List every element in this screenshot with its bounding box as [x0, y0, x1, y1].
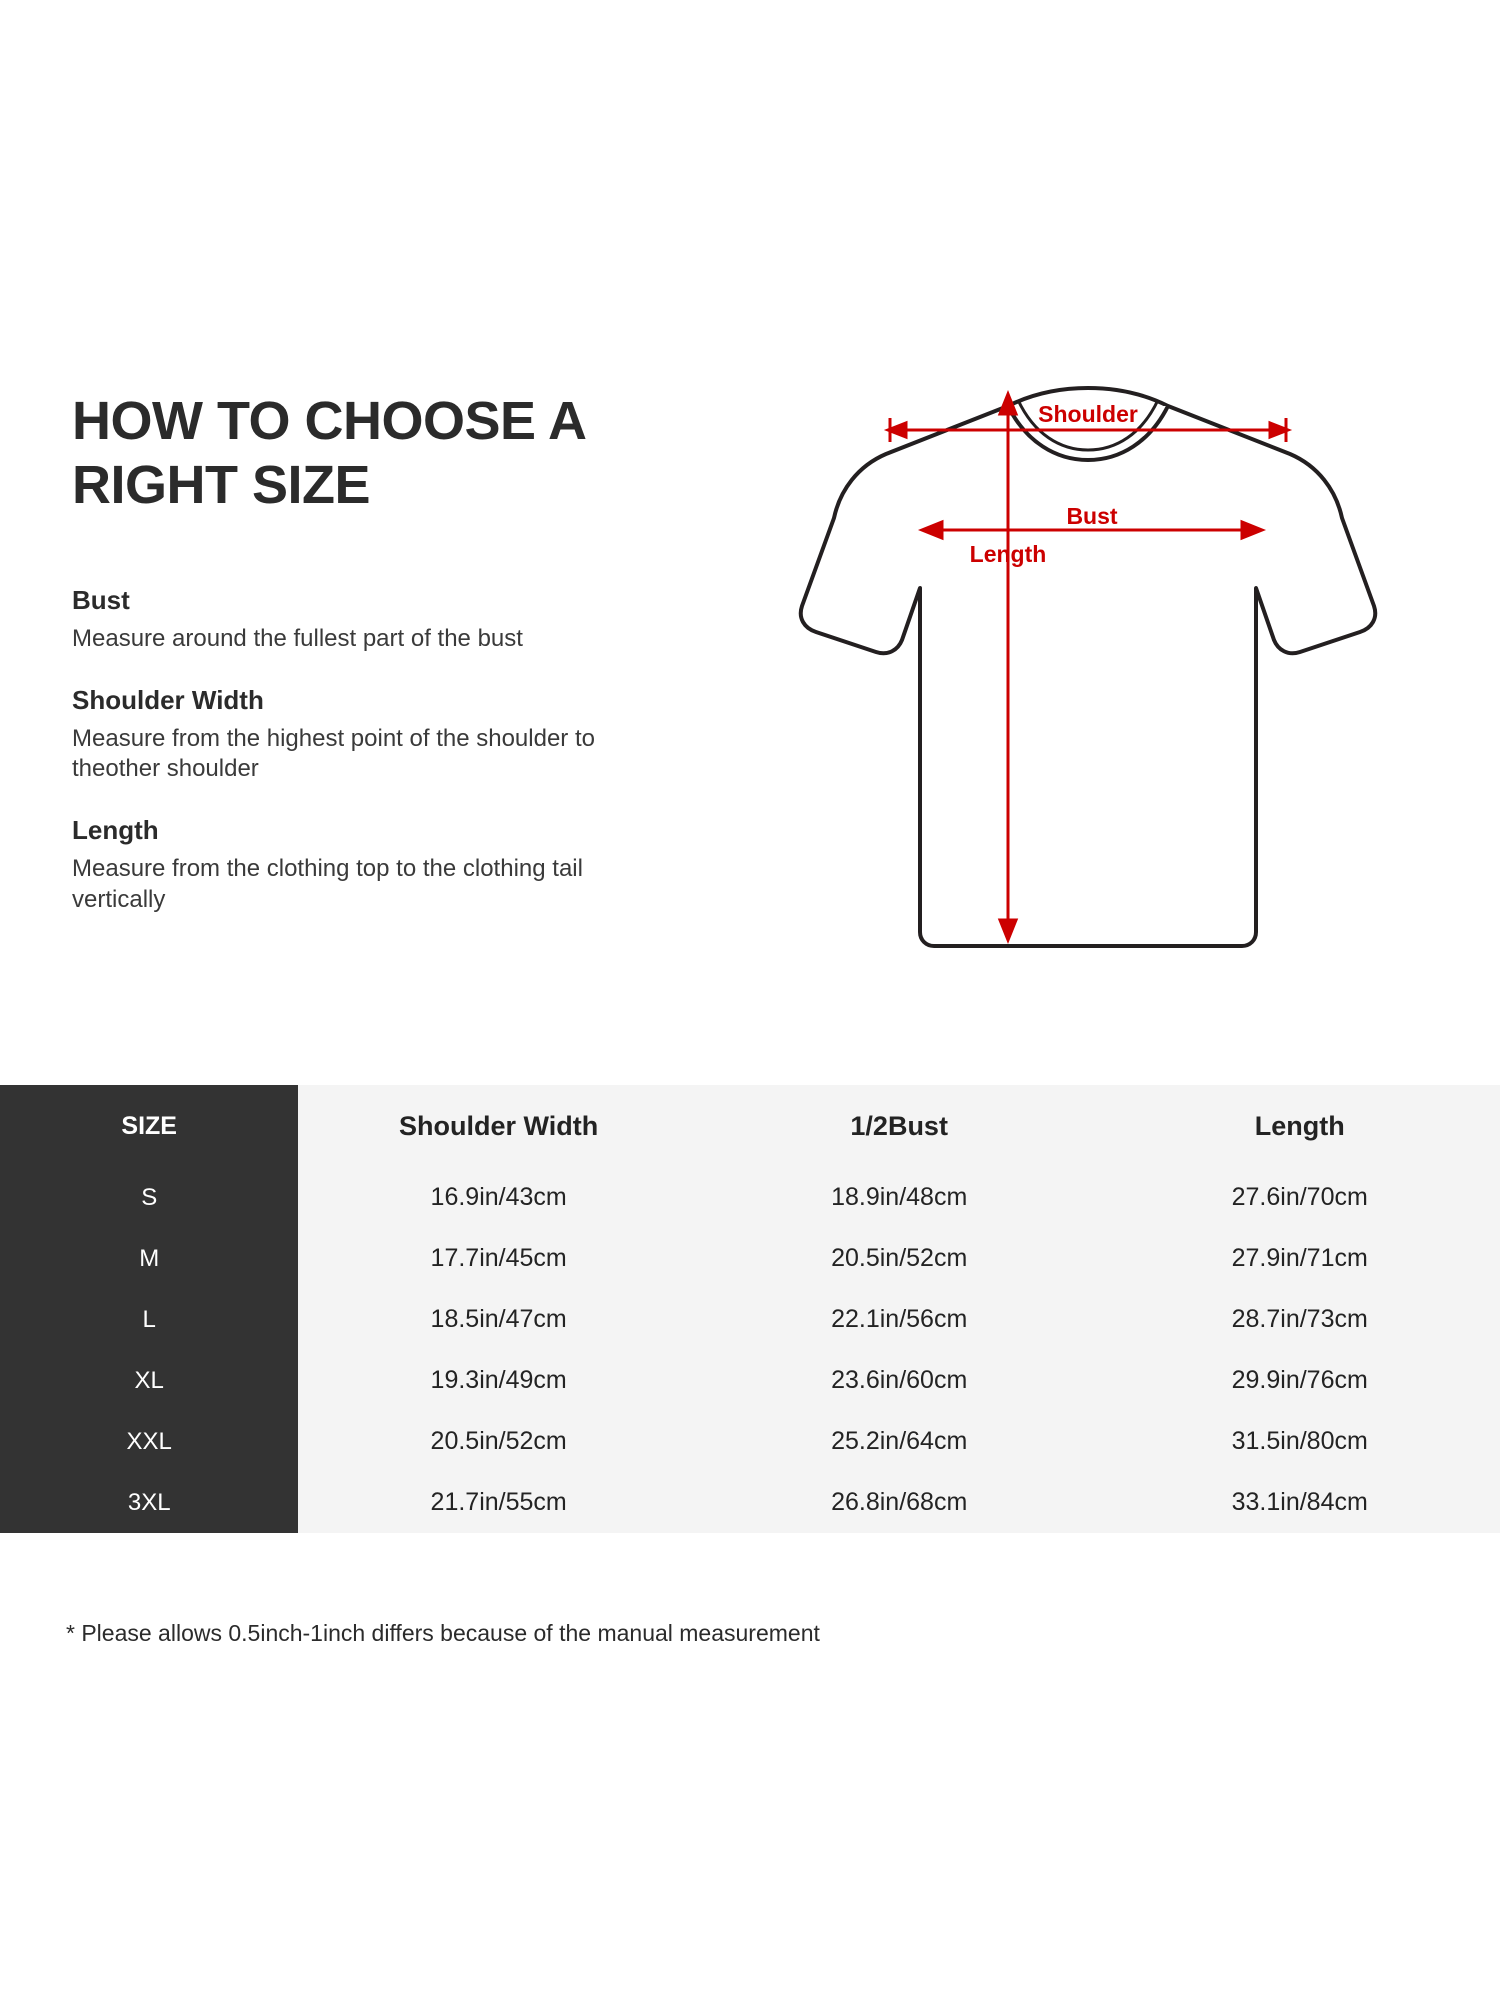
cell-bust: 20.5in/52cm — [699, 1228, 1100, 1289]
cell-length: 29.9in/76cm — [1099, 1350, 1500, 1411]
definition-term-shoulder-width: Shoulder Width — [72, 684, 264, 715]
page-title: HOW TO CHOOSE A RIGHT SIZE — [72, 391, 585, 515]
measurement-note: * Please allows 0.5inch-1inch differs because of the manual measurement — [66, 1620, 820, 1646]
cell-bust: 25.2in/64cm — [699, 1411, 1100, 1472]
table-header-row — [0, 1085, 1500, 1167]
bust-label: Bust — [1066, 503, 1118, 529]
cell-shoulder: 16.9in/43cm — [298, 1167, 699, 1228]
cell-shoulder: 21.7in/55cm — [298, 1472, 699, 1533]
table-row — [0, 1350, 1500, 1411]
cell-size: S — [0, 1167, 298, 1228]
cell-bust: 18.9in/48cm — [699, 1167, 1100, 1228]
table-row — [0, 1228, 1500, 1289]
table-row — [0, 1411, 1500, 1472]
cell-length: 28.7in/73cm — [1099, 1289, 1500, 1350]
cell-length: 27.6in/70cm — [1099, 1167, 1500, 1228]
cell-length: 31.5in/80cm — [1099, 1411, 1500, 1472]
cell-size: XXL — [0, 1411, 298, 1472]
cell-shoulder: 20.5in/52cm — [298, 1411, 699, 1472]
cell-size: M — [0, 1228, 298, 1289]
header-half-bust: 1/2Bust — [699, 1085, 1100, 1167]
definition-desc-length: Measure from the clothing top to the clothing tail vertically — [72, 855, 583, 913]
cell-size: XL — [0, 1350, 298, 1411]
cell-size: L — [0, 1289, 298, 1350]
how-to-measure-section — [0, 330, 1500, 1070]
header-size: SIZE — [0, 1085, 298, 1167]
header-shoulder-width: Shoulder Width — [298, 1085, 699, 1167]
header-length: Length — [1099, 1085, 1500, 1167]
cell-bust: 23.6in/60cm — [699, 1350, 1100, 1411]
cell-shoulder: 18.5in/47cm — [298, 1289, 699, 1350]
shoulder-label: Shoulder — [1038, 401, 1138, 427]
cell-size: 3XL — [0, 1472, 298, 1533]
cell-length: 33.1in/84cm — [1099, 1472, 1500, 1533]
definition-desc-shoulder-width: Measure from the highest point of the shoulder to theother shoulder — [72, 724, 595, 783]
size-table-block — [0, 1085, 1500, 1533]
definition-term-bust: Bust — [72, 585, 130, 615]
tshirt-diagram — [770, 350, 1410, 1030]
cell-bust: 26.8in/68cm — [699, 1472, 1100, 1533]
measurement-definitions — [72, 585, 672, 916]
table-row — [0, 1472, 1500, 1533]
table-row — [0, 1167, 1500, 1228]
tshirt-outline-icon — [801, 388, 1375, 946]
cell-shoulder: 17.7in/45cm — [298, 1228, 699, 1289]
length-label: Length — [969, 541, 1047, 567]
cell-length: 27.9in/71cm — [1099, 1228, 1500, 1289]
definition-term-length: Length — [72, 815, 159, 846]
cell-shoulder: 19.3in/49cm — [298, 1350, 699, 1411]
definition-desc-bust: Measure around the fullest part of the bust — [72, 625, 523, 652]
cell-bust: 22.1in/56cm — [699, 1289, 1100, 1350]
size-chart-table — [0, 1085, 1500, 1533]
table-row — [0, 1289, 1500, 1350]
